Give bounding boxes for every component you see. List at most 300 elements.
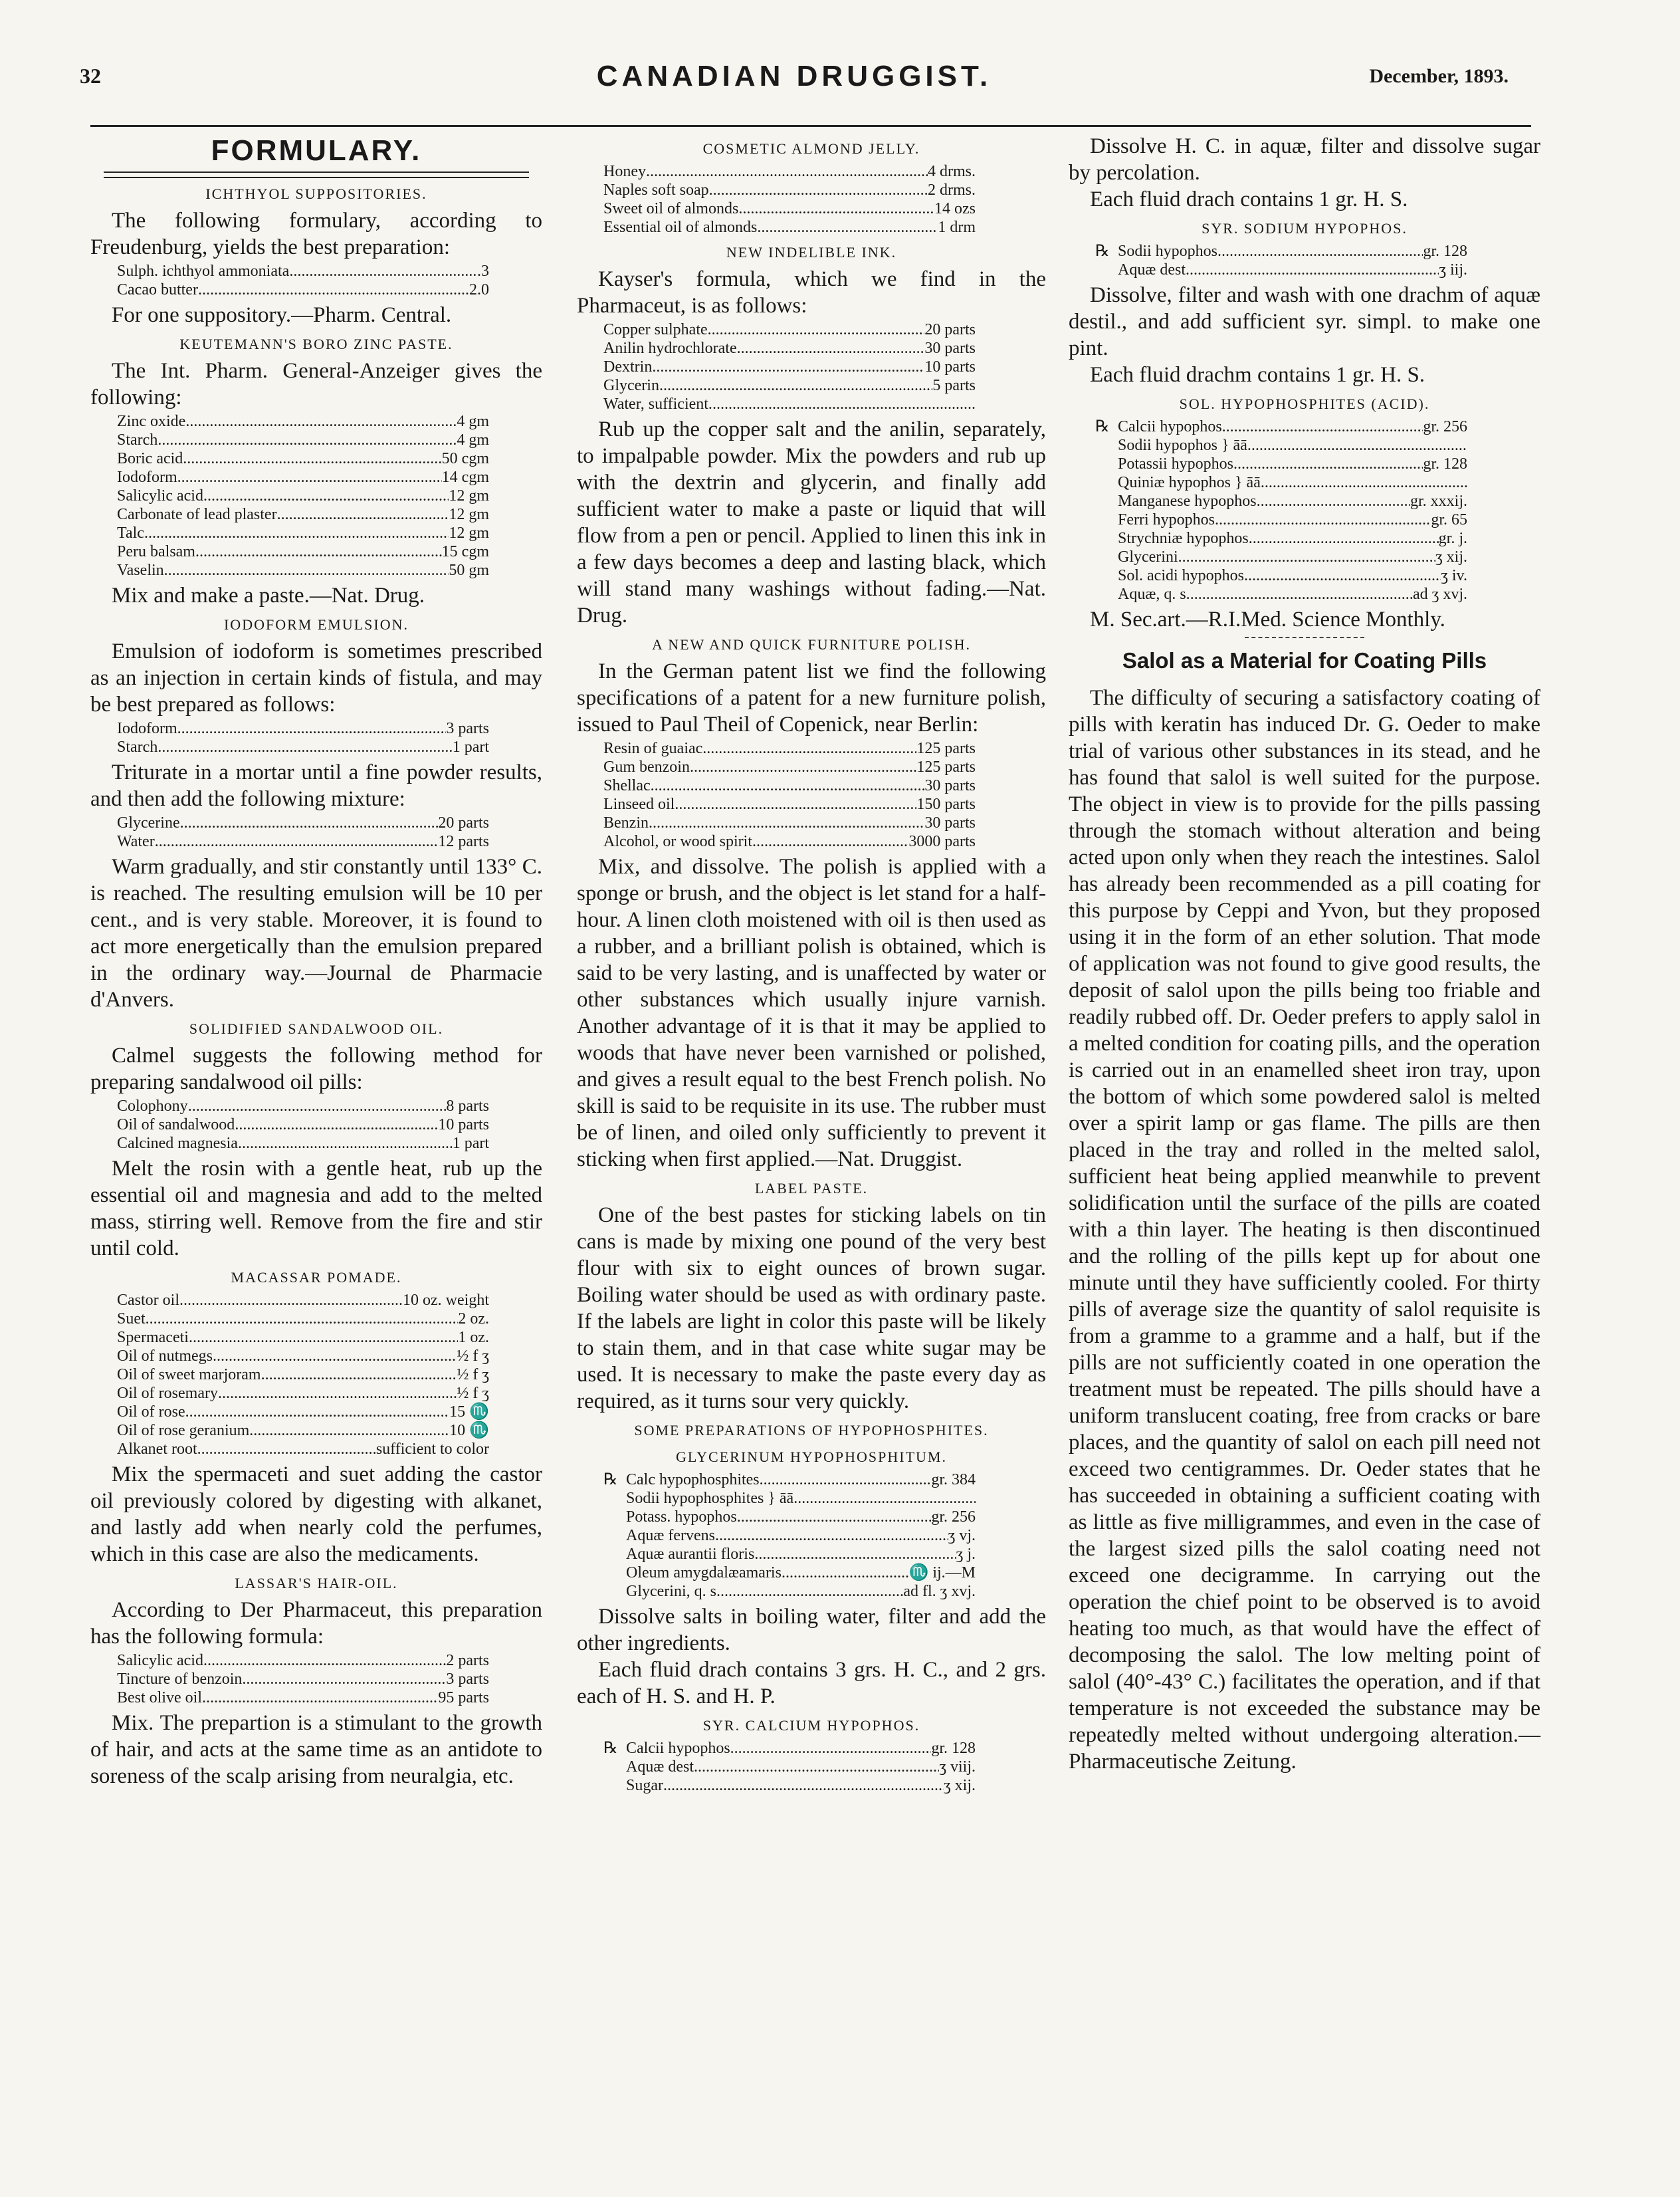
ingredient-line bbox=[603, 814, 976, 832]
ingredient-line bbox=[1095, 511, 1467, 529]
ingredient-quantity: ½ f ʒ bbox=[457, 1366, 489, 1383]
leader-dots bbox=[197, 1440, 376, 1458]
paragraph: Mix. The prepartion is a stimulant to the growth of hair, and acts at the same time as an antidote to soreness of the scalp arising from neuralgia, etc. bbox=[90, 1711, 542, 1788]
ingredient-name: Iodoform bbox=[117, 469, 177, 486]
ingredient-name: Naples soft soap bbox=[603, 181, 709, 199]
ingredient-line bbox=[1095, 242, 1467, 261]
leader-dots bbox=[261, 1365, 457, 1384]
leader-dots bbox=[646, 162, 928, 181]
ingredient-name: Vaselin bbox=[117, 562, 164, 579]
ingredient-quantity: ʒ viij. bbox=[939, 1758, 976, 1776]
paragraph: Triturate in a mortar until a fine powder results, and then add the following mixture: bbox=[90, 760, 542, 811]
ingredient-name: Colophony bbox=[117, 1098, 188, 1115]
ingredient-quantity: 2 drms. bbox=[928, 181, 976, 199]
ingredient-line bbox=[603, 199, 976, 218]
ingredient-quantity: 10 parts bbox=[924, 358, 976, 376]
section-divider bbox=[1245, 637, 1364, 638]
ingredient-name: Oil of sweet marjoram bbox=[117, 1366, 261, 1383]
recipe-symbol bbox=[1095, 455, 1118, 473]
ingredient-name: Peru balsam bbox=[117, 543, 195, 560]
section-title: FORMULARY. bbox=[211, 134, 422, 167]
ingredient-line bbox=[603, 339, 976, 358]
ingredient-name: Aquæ aurantii floris bbox=[626, 1546, 755, 1563]
ingredient-line bbox=[117, 524, 489, 542]
ingredient-line bbox=[603, 1526, 976, 1545]
ingredient-line bbox=[603, 1563, 976, 1582]
ingredient-line bbox=[117, 1403, 489, 1421]
recipe-symbol: ℞ bbox=[603, 1740, 618, 1757]
ingredient-name: Strychniæ hypophos bbox=[1118, 530, 1249, 547]
ingredient-line bbox=[603, 1470, 976, 1489]
ingredient-name: Spermaceti bbox=[117, 1329, 189, 1346]
recipe-heading: SOLIDIFIED SANDALWOOD OIL. bbox=[189, 1020, 444, 1037]
leader-dots bbox=[694, 1758, 939, 1776]
ingredient-line bbox=[117, 1291, 489, 1310]
ingredient-line bbox=[117, 542, 489, 561]
ingredient-name: Potass. hypophos bbox=[626, 1508, 737, 1526]
recipe-symbol bbox=[603, 1776, 626, 1795]
recipe-symbol: ℞ bbox=[1095, 418, 1110, 435]
ingredient-quantity: gr. 128 bbox=[1423, 243, 1467, 260]
ingredient-name: Calcii hypophos bbox=[626, 1740, 730, 1757]
leader-dots bbox=[158, 738, 452, 756]
ingredient-list bbox=[117, 1291, 542, 1458]
ingredient-quantity: gr. 256 bbox=[1423, 418, 1467, 435]
ingredient-quantity: ʒ iv. bbox=[1441, 567, 1467, 584]
leader-dots bbox=[652, 358, 924, 376]
ingredient-name: Benzin bbox=[603, 814, 649, 832]
recipe-heading: LASSAR'S HAIR-OIL. bbox=[235, 1575, 398, 1591]
ingredient-name: Cacao butter bbox=[117, 281, 198, 298]
ingredient-quantity: gr. xxxij. bbox=[1410, 493, 1467, 510]
ingredient-line bbox=[117, 1328, 489, 1347]
ingredient-quantity: 125 parts bbox=[916, 740, 976, 757]
leader-dots bbox=[235, 1115, 438, 1134]
leader-dots bbox=[708, 320, 925, 339]
leader-dots bbox=[242, 1670, 446, 1688]
ingredient-name: Oleum amygdalæamaris bbox=[626, 1564, 782, 1581]
ingredient-name: Sodii hypophos bbox=[1118, 243, 1218, 260]
recipe-symbol bbox=[603, 1582, 626, 1601]
ingredient-name: Dextrin bbox=[603, 358, 653, 376]
ingredient-line bbox=[117, 281, 489, 299]
ingredient-line bbox=[117, 561, 489, 580]
ingredient-quantity: 15 ♏ bbox=[449, 1403, 489, 1421]
ingredient-quantity: 3 parts bbox=[446, 720, 489, 737]
ingredient-quantity: 10 oz. weight bbox=[403, 1292, 489, 1309]
ingredient-quantity: gr. 65 bbox=[1431, 511, 1467, 528]
ingredient-list bbox=[603, 162, 1046, 237]
recipe-subheading: SOL. HYPOPHOSPHITES (ACID). bbox=[1179, 396, 1430, 412]
ingredient-name: Tincture of benzoin bbox=[117, 1671, 243, 1688]
ingredient-quantity: 12 gm bbox=[449, 506, 489, 523]
leader-dots bbox=[188, 1097, 447, 1115]
ingredient-name: Manganese hypophos bbox=[1118, 493, 1257, 510]
ingredient-line bbox=[603, 1758, 976, 1776]
ingredient-list bbox=[603, 1739, 1046, 1795]
ingredient-line bbox=[117, 832, 489, 851]
ingredient-line bbox=[603, 181, 976, 199]
article-title: Salol as a Material for Coating Pills bbox=[1122, 648, 1487, 673]
recipe-heading: IODOFORM EMULSION. bbox=[223, 616, 409, 633]
ingredient-line bbox=[117, 431, 489, 449]
ingredient-quantity: ʒ xij. bbox=[944, 1777, 976, 1794]
leader-dots bbox=[738, 199, 934, 218]
recipe-symbol bbox=[603, 1508, 626, 1526]
paragraph: The Int. Pharm. General-Anzeiger gives the following: bbox=[90, 359, 542, 409]
leader-dots bbox=[752, 832, 908, 851]
ingredient-name: Linseed oil bbox=[603, 796, 675, 813]
leader-dots bbox=[203, 1651, 446, 1670]
paragraph: M. Sec.art.—R.I.Med. Science Monthly. bbox=[1090, 608, 1445, 632]
ingredient-line bbox=[117, 1688, 489, 1707]
ingredient-name: Copper sulphate bbox=[603, 321, 708, 338]
ingredient-line bbox=[117, 1384, 489, 1403]
leader-dots bbox=[754, 1545, 956, 1563]
ingredient-name: Oil of rosemary bbox=[117, 1385, 218, 1402]
ingredient-name: Sugar bbox=[626, 1777, 663, 1794]
paragraph: Emulsion of iodoform is sometimes prescribed as an injection in certain kinds of fistula, and may be best prepared as follows: bbox=[90, 639, 542, 717]
ingredient-quantity: 15 cgm bbox=[441, 543, 489, 560]
ingredient-name: Alcohol, or wood spirit bbox=[603, 833, 752, 850]
paragraph: According to Der Pharmaceut, this preparation has the following formula: bbox=[90, 1598, 542, 1649]
paragraph: Dissolve H. C. in aquæ, filter and dissolve sugar by percolation. bbox=[1069, 134, 1540, 185]
paragraph: Rub up the copper salt and the anilin, separately, to impalpable powder. Mix the powders and rub up with the dextrin and glycerin, and finally add sufficient water to make a paste or liquid that will flow from a pen or pencil. Applied to linen this ink in a few days becomes a deep and lasting black, which will stand many washings without fading.—Nat. Drug. bbox=[577, 417, 1046, 628]
ingredient-name: Quiniæ hypophos } āā bbox=[1118, 474, 1261, 491]
leader-dots bbox=[183, 449, 441, 468]
ingredient-quantity: sufficient to color bbox=[375, 1441, 489, 1458]
ingredient-quantity: 14 cgm bbox=[441, 469, 489, 486]
leader-dots bbox=[185, 1403, 449, 1421]
ingredient-line bbox=[117, 1134, 489, 1153]
paragraph: Warm gradually, and stir constantly until 133° C. is reached. The resulting emulsion will be 10 per cent., and is very stable. Moreover, it is found to act more energetically than the emulsion prepared in the ordinary way.—Journal de Pharmacie d'Anvers. bbox=[90, 855, 542, 1012]
ingredient-line bbox=[603, 1545, 976, 1563]
ingredient-quantity: .3 bbox=[477, 263, 489, 280]
paragraph: Kayser's formula, which we find in the Pharmaceut, is as follows: bbox=[577, 267, 1046, 318]
leader-dots bbox=[177, 719, 447, 738]
ingredient-line bbox=[603, 376, 976, 395]
leader-dots bbox=[189, 1328, 458, 1347]
paragraph: Calmel suggests the following method for preparing sandalwood oil pills: bbox=[90, 1044, 542, 1094]
ingredient-name: Anilin hydrochlorate bbox=[603, 340, 737, 357]
ingredient-name: Resin of guaiac bbox=[603, 740, 703, 757]
ingredient-line bbox=[117, 468, 489, 487]
leader-dots bbox=[1222, 417, 1423, 436]
ingredient-name: Aquæ dest bbox=[1118, 261, 1186, 279]
leader-dots bbox=[709, 181, 928, 199]
ingredient-name: Ferri hypophos bbox=[1118, 511, 1215, 528]
ingredient-quantity: 4 drms. bbox=[928, 163, 976, 180]
leader-dots bbox=[793, 1489, 976, 1508]
recipe-symbol bbox=[1095, 585, 1118, 604]
recipe-symbol bbox=[1095, 566, 1118, 585]
ingredient-quantity: ʒ xij. bbox=[1435, 548, 1467, 566]
ingredient-line bbox=[117, 262, 489, 281]
leader-dots bbox=[238, 1134, 453, 1153]
page-number: 32 bbox=[80, 64, 101, 88]
ingredient-name: Calcii hypophos bbox=[1118, 418, 1222, 435]
ingredient-list bbox=[1095, 242, 1540, 279]
ingredient-line bbox=[117, 505, 489, 524]
ingredient-line bbox=[117, 1421, 489, 1440]
ingredient-line bbox=[117, 1310, 489, 1328]
ingredient-quantity: ad ʒ xvj. bbox=[1413, 586, 1467, 603]
ingredient-name: Boric acid bbox=[117, 450, 183, 467]
recipe-symbol bbox=[1095, 436, 1118, 455]
ingredient-line bbox=[117, 814, 489, 832]
recipe-heading: ICHTHYOL SUPPOSITORIES. bbox=[205, 185, 427, 202]
ingredient-name: Sodii hypophosphites } āā bbox=[626, 1490, 794, 1507]
ingredient-name: Zinc oxide bbox=[117, 413, 186, 430]
ingredient-line bbox=[1095, 529, 1467, 548]
ingredient-quantity: ½ f ʒ bbox=[457, 1347, 489, 1365]
ingredient-name: Alkanet root bbox=[117, 1441, 197, 1458]
ingredient-line bbox=[603, 1582, 976, 1601]
ingredient-quantity: 2.0 bbox=[469, 281, 489, 298]
ingredient-list bbox=[117, 814, 542, 851]
ingredient-quantity: 150 parts bbox=[916, 796, 976, 813]
ingredient-list bbox=[117, 1651, 542, 1707]
ingredient-quantity: 8 parts bbox=[446, 1098, 489, 1115]
ingredient-list bbox=[117, 719, 542, 756]
ingredient-quantity: 4 gm bbox=[457, 431, 489, 449]
ingredient-line bbox=[603, 162, 976, 181]
ingredient-quantity: 12 parts bbox=[438, 833, 489, 850]
paragraph: Mix and make a paste.—Nat. Drug. bbox=[112, 584, 425, 608]
ingredient-line bbox=[603, 776, 976, 795]
paragraph: Melt the rosin with a gentle heat, rub up the essential oil and magnesia and add to the melted mass, stirring well. Remove from the fire and stir until cold. bbox=[90, 1157, 542, 1260]
ingredient-quantity: 30 parts bbox=[924, 777, 976, 794]
ingredient-name: Sweet oil of almonds bbox=[603, 200, 739, 217]
leader-dots bbox=[249, 1421, 449, 1440]
leader-dots bbox=[1261, 473, 1467, 492]
ingredient-name: Oil of sandalwood bbox=[117, 1116, 235, 1133]
ingredient-line bbox=[603, 1508, 976, 1526]
leader-dots bbox=[146, 1310, 459, 1328]
ingredient-line bbox=[117, 738, 489, 756]
ingredient-name: Aquæ, q. s. bbox=[1118, 586, 1190, 603]
leader-dots bbox=[702, 739, 916, 758]
leader-dots bbox=[1257, 492, 1410, 511]
recipe-symbol bbox=[603, 1489, 626, 1508]
recipe-heading: SOME PREPARATIONS OF HYPOPHOSPHITES. bbox=[634, 1422, 989, 1439]
paragraph: In the German patent list we find the following specifications of a patent for a new furniture polish, issued to Paul Theil of Copenick, near Berlin: bbox=[577, 659, 1046, 737]
ingredient-name: Salicylic acid bbox=[117, 487, 203, 505]
header-rule bbox=[90, 125, 1531, 127]
leader-dots bbox=[202, 1688, 438, 1707]
column-3 bbox=[1069, 133, 1540, 1775]
ingredient-name: Sodii hypophos } āā bbox=[1118, 437, 1247, 454]
leader-dots bbox=[651, 776, 925, 795]
ingredient-name: Glycerini bbox=[1118, 548, 1178, 566]
ingredient-name: Water bbox=[117, 833, 155, 850]
ingredient-line bbox=[1095, 548, 1467, 566]
ingredient-line bbox=[1095, 566, 1467, 585]
recipe-symbol bbox=[1095, 548, 1118, 566]
leader-dots bbox=[663, 1776, 944, 1795]
ingredient-name: Shellac bbox=[603, 777, 651, 794]
paragraph: Each fluid drachm contains 1 gr. H. S. bbox=[1090, 363, 1425, 387]
ingredient-line bbox=[117, 1347, 489, 1365]
ingredient-line bbox=[603, 758, 976, 776]
column-1 bbox=[90, 133, 542, 1790]
recipe-subheading: SYR. CALCIUM HYPOPHOS. bbox=[702, 1717, 920, 1734]
ingredient-line bbox=[1095, 455, 1467, 473]
leader-dots bbox=[1190, 585, 1413, 604]
issue-date: December, 1893. bbox=[1369, 65, 1509, 87]
ingredient-name: Oil of rose bbox=[117, 1403, 185, 1421]
paragraph: Each fluid drach contains 1 gr. H. S. bbox=[1090, 187, 1408, 211]
ingredient-line bbox=[603, 795, 976, 814]
leader-dots bbox=[1178, 548, 1435, 566]
paragraph: Dissolve, filter and wash with one drachm of aquæ destil., and add sufficient syr. simpl. to make one pint. bbox=[1069, 283, 1540, 360]
leader-dots bbox=[218, 1384, 457, 1403]
ingredient-quantity: 30 parts bbox=[924, 814, 976, 832]
paragraph: One of the best pastes for sticking labels on tin cans is made by mixing one pound of the very best flour with six to eight ounces of brown sugar. Boiling water should be used as with ordinary paste. If the labels are light in color this paste will be likely to stain them, and in that case white sugar may be used. It is necessary to make the paste every day as required, as it turns sour very quickly. bbox=[577, 1203, 1046, 1413]
leader-dots bbox=[203, 487, 449, 505]
leader-dots bbox=[737, 339, 925, 358]
ingredient-name: Castor oil bbox=[117, 1292, 179, 1309]
ingredient-quantity: ʒ iij. bbox=[1439, 261, 1467, 279]
ingredient-quantity: 30 parts bbox=[924, 340, 976, 357]
leader-dots bbox=[659, 376, 932, 395]
paragraph: Each fluid drach contains 3 grs. H. C., and 2 grs. each of H. S. and H. P. bbox=[577, 1658, 1046, 1708]
leader-dots bbox=[730, 1739, 932, 1758]
leader-dots bbox=[164, 561, 449, 580]
ingredient-line bbox=[117, 412, 489, 431]
leader-dots bbox=[720, 1582, 903, 1601]
ingredient-line bbox=[117, 1670, 489, 1688]
recipe-heading: KEUTEMANN'S BORO ZINC PASTE. bbox=[179, 336, 453, 352]
ingredient-quantity: 10 parts bbox=[438, 1116, 489, 1133]
recipe-symbol bbox=[1095, 529, 1118, 548]
recipe-heading: MACASSAR POMADE. bbox=[231, 1269, 402, 1286]
recipe-symbol bbox=[603, 1526, 626, 1545]
ingredient-quantity: 3 parts bbox=[446, 1671, 489, 1688]
ingredient-line bbox=[1095, 436, 1467, 455]
recipe-symbol bbox=[1095, 473, 1118, 492]
ingredient-name: Suet bbox=[117, 1310, 146, 1328]
recipe-symbol bbox=[1095, 511, 1118, 529]
ingredient-name: Glycerini, q. s. bbox=[626, 1583, 720, 1600]
ingredient-name: Honey bbox=[603, 163, 646, 180]
ingredient-name: Starch bbox=[117, 431, 158, 449]
leader-dots bbox=[1217, 242, 1423, 261]
recipe-symbol: ℞ bbox=[1095, 243, 1110, 260]
ingredient-line bbox=[603, 395, 976, 413]
ingredient-name: Salicylic acid bbox=[117, 1652, 203, 1669]
ingredient-quantity: 2 parts bbox=[446, 1652, 489, 1669]
recipe-symbol bbox=[603, 1545, 626, 1563]
ingredient-list bbox=[603, 1470, 1046, 1601]
ingredient-quantity: 50 gm bbox=[449, 562, 489, 579]
ingredient-quantity: 10 ♏ bbox=[449, 1422, 489, 1439]
ingredient-name: Sol. acidi hypophos bbox=[1118, 567, 1244, 584]
leader-dots bbox=[1233, 455, 1423, 473]
leader-dots bbox=[195, 542, 442, 561]
ingredient-name: Calc hypophosphites bbox=[626, 1471, 760, 1488]
ingredient-name: Talc bbox=[117, 524, 144, 542]
ingredient-quantity: 125 parts bbox=[916, 758, 976, 776]
ingredient-name: Carbonate of lead plaster bbox=[117, 506, 277, 523]
leader-dots bbox=[1186, 261, 1439, 279]
leader-dots bbox=[179, 1291, 403, 1310]
recipe-heading: NEW INDELIBLE INK. bbox=[726, 244, 897, 261]
ingredient-list bbox=[603, 739, 1046, 851]
ingredient-line bbox=[603, 218, 976, 237]
ingredient-quantity: 1 drm bbox=[938, 219, 976, 236]
leader-dots bbox=[1215, 511, 1431, 529]
leader-dots bbox=[675, 795, 916, 814]
leader-dots bbox=[155, 832, 439, 851]
leader-dots bbox=[180, 814, 439, 832]
ingredient-list bbox=[117, 262, 542, 299]
ingredient-quantity: gr. 256 bbox=[931, 1508, 976, 1526]
ingredient-name: Aquæ fervens bbox=[626, 1527, 715, 1544]
ingredient-name: Gum benzoin bbox=[603, 758, 690, 776]
leader-dots bbox=[177, 468, 442, 487]
recipe-symbol bbox=[1095, 261, 1118, 279]
ingredient-list bbox=[117, 412, 542, 580]
recipe-symbol: ℞ bbox=[603, 1471, 618, 1488]
paragraph: Mix the spermaceti and suet adding the castor oil previously colored by digesting with alkanet, and lastly add when nearly cold the perfumes, which in this case are also the medicaments. bbox=[90, 1462, 542, 1566]
leader-dots bbox=[213, 1347, 457, 1365]
ingredient-line bbox=[117, 1440, 489, 1458]
ingredient-quantity: 20 parts bbox=[438, 814, 489, 832]
ingredient-name: Oil of nutmegs bbox=[117, 1347, 213, 1365]
ingredient-line bbox=[603, 320, 976, 339]
ingredient-line bbox=[603, 1776, 976, 1795]
ingredient-quantity: 12 gm bbox=[449, 487, 489, 505]
recipe-subheading: GLYCERINUM HYPOPHOSPHITUM. bbox=[676, 1448, 947, 1465]
leader-dots bbox=[289, 262, 477, 281]
recipe-symbol bbox=[603, 1563, 626, 1582]
ingredient-name: Sulph. ichthyol ammoniata bbox=[117, 263, 290, 280]
leader-dots bbox=[757, 218, 938, 237]
ingredient-quantity: 12 gm bbox=[449, 524, 489, 542]
ingredient-quantity: ♏ ij.—M bbox=[908, 1564, 976, 1581]
recipe-heading: COSMETIC ALMOND JELLY. bbox=[702, 140, 920, 157]
ingredient-name: Iodoform bbox=[117, 720, 177, 737]
ingredient-quantity: gr. 128 bbox=[1423, 455, 1467, 473]
ingredient-quantity: ad fl. ʒ xvj. bbox=[903, 1583, 976, 1600]
leader-dots bbox=[277, 505, 449, 524]
ingredient-line bbox=[1095, 261, 1467, 279]
ingredient-line bbox=[603, 1489, 976, 1508]
leader-dots bbox=[649, 814, 924, 832]
recipe-symbol bbox=[1095, 492, 1118, 511]
ingredient-quantity: 5 parts bbox=[932, 377, 976, 394]
leader-dots bbox=[185, 412, 457, 431]
ingredient-name: Essential oil of almonds bbox=[603, 219, 758, 236]
ingredient-quantity: gr. 128 bbox=[931, 1740, 976, 1757]
ingredient-line bbox=[1095, 585, 1467, 604]
recipe-heading: LABEL PASTE. bbox=[754, 1180, 869, 1197]
paragraph: For one suppository.—Pharm. Central. bbox=[112, 303, 452, 327]
paragraph: Mix, and dissolve. The polish is applied with a sponge or brush, and the object is let stand for a half-hour. A linen cloth moistened with oil is then used as a rubber, and a brilliant polish is obtained, which is said to be very lasting, and is unaffected by water or other substances which usually injure varnish. Another advantage of it is that it may be applied to woods that have never been varnished or polished, and gives a result equal to the best French polish. No skill is said to be requisite in its use. The rubber must be of linen, and oiled only sufficiently to prevent it sticking when first applied.—Nat. Druggist. bbox=[577, 855, 1046, 1171]
leader-dots bbox=[690, 758, 916, 776]
ingredient-line bbox=[117, 487, 489, 505]
recipe-heading: A NEW AND QUICK FURNITURE POLISH. bbox=[652, 636, 971, 653]
page-header bbox=[80, 60, 1509, 106]
leader-dots bbox=[737, 1508, 932, 1526]
paragraph: Dissolve salts in boiling water, filter and add the other ingredients. bbox=[577, 1605, 1046, 1655]
ingredient-line bbox=[117, 1651, 489, 1670]
leader-dots bbox=[715, 1526, 948, 1545]
ingredient-quantity: 95 parts bbox=[438, 1689, 489, 1706]
leader-dots bbox=[1249, 529, 1439, 548]
ingredient-quantity: 20 parts bbox=[924, 321, 976, 338]
